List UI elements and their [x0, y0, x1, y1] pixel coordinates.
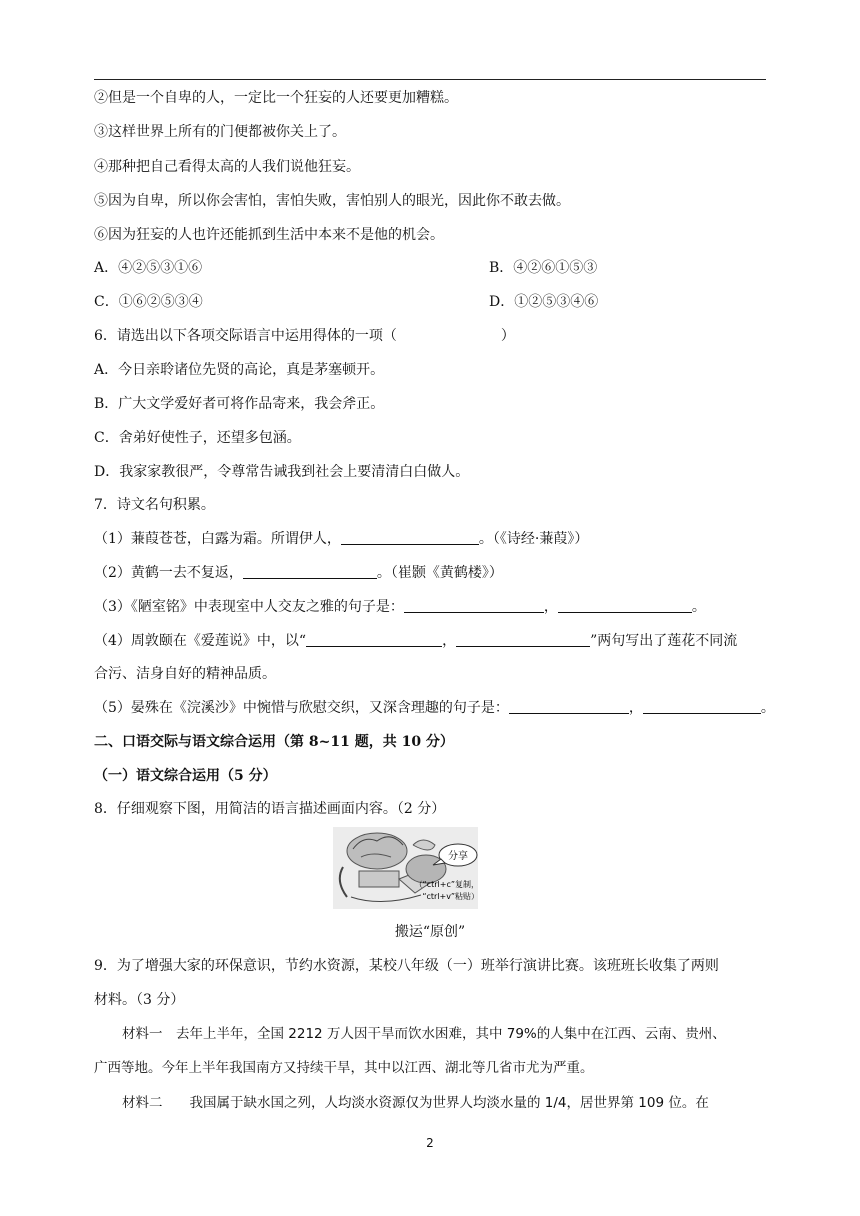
- q6-stem: 6．请选出以下各项交际语言中运用得体的一项（ ）: [94, 328, 515, 344]
- material-1-line-2: 广西等地。今年上半年我国南方又持续干旱，其中以江西、湖北等几省市尤为严重。: [94, 1060, 594, 1076]
- q7-stem: 7．诗文名句积累。: [94, 497, 215, 513]
- sentence-3: ③这样世界上所有的门便都被你关上了。: [94, 124, 346, 140]
- section-2-subtitle: （一）语文综合运用（5 分）: [94, 768, 277, 784]
- q7-3-blank-2[interactable]: [558, 598, 692, 613]
- q7-item-1: （1）蒹葭苍苍，白露为霜。所谓伊人， 。（《诗经·蒹葭》）: [94, 531, 589, 547]
- q7-3-blank-1[interactable]: [404, 598, 544, 613]
- q5-options-row-2: [94, 292, 766, 312]
- sentence-4: ④那种把自己看得太高的人我们说他狂妄。: [94, 159, 360, 175]
- q5-option-a[interactable]: A．④②⑤③①⑥: [94, 260, 203, 276]
- q7-5-blank-1[interactable]: [509, 699, 629, 714]
- q7-item-4-cont: 合污、洁身自好的精神品质。: [94, 666, 276, 682]
- q8-caption: 搬运“原创”: [394, 924, 466, 940]
- bubble-text: 分享: [448, 851, 468, 862]
- q7-item-3: （3）《陋室铭》中表现室中人交友之雅的句子是： ， 。: [94, 599, 706, 615]
- q6-option-d[interactable]: D．我家家教很严，令尊常告诫我到社会上要清清白白做人。: [94, 464, 470, 480]
- q7-1-blank[interactable]: [341, 530, 479, 545]
- q7-4-blank-1[interactable]: [306, 632, 442, 647]
- ctrl-v-label: “ctrl+v”粘贴）: [422, 892, 478, 901]
- q5-option-d[interactable]: D．①②⑤③④⑥: [489, 294, 599, 310]
- q5-option-c[interactable]: C．①⑥②⑤③④: [94, 294, 203, 310]
- q7-5-blank-2[interactable]: [643, 699, 761, 714]
- q5-option-b[interactable]: B．④②⑥①⑤③: [489, 260, 598, 276]
- q9-stem-2: 材料。（3 分）: [94, 992, 185, 1008]
- page-number: 2: [426, 1136, 434, 1150]
- q9-stem-1: 9．为了增强大家的环保意识，节约水资源，某校八年级（一）班举行演讲比赛。该班班长收集了两则: [94, 958, 719, 974]
- q6-option-c[interactable]: C．舍弟好使性子，还望多包涵。: [94, 430, 301, 446]
- cartoon-image: [333, 827, 478, 909]
- q7-item-5: （5）晏殊在《浣溪沙》中惋惜与欣慰交织，又深含理趣的句子是： ， 。: [94, 700, 775, 716]
- section-2-title: 二、口语交际与语文综合运用（第 8~11 题，共 10 分）: [94, 734, 454, 750]
- sentence-6: ⑥因为狂妄的人也许还能抓到生活中本来不是他的机会。: [94, 227, 444, 243]
- sentence-5: ⑤因为自卑，所以你会害怕，害怕失败，害怕别人的眼光，因此你不敢去做。: [94, 193, 570, 209]
- q7-2-blank[interactable]: [243, 564, 377, 579]
- q7-item-4: （4）周敦颐在《爱莲说》中，以“ ， ”两句写出了莲花不同流: [94, 633, 738, 649]
- q8-cartoon: [333, 827, 478, 909]
- material-1-line-1: 材料一 去年上半年，全国 2212 万人因干旱而饮水困难，其中 79%的人集中在江西、云南、贵州、: [122, 1026, 726, 1042]
- q6-option-a[interactable]: A．今日亲聆诸位先贤的高论，真是茅塞顿开。: [94, 362, 385, 378]
- q7-item-2: （2）黄鹤一去不复返， 。（崔颢《黄鹤楼》）: [94, 565, 503, 581]
- header-rule: [94, 79, 766, 80]
- sentence-2: ②但是一个自卑的人，一定比一个狂妄的人还要更加糟糕。: [94, 90, 458, 106]
- q5-options-row-1: [94, 258, 766, 278]
- q6-option-b[interactable]: B．广大文学爱好者可将作品寄来，我会斧正。: [94, 396, 385, 412]
- q7-4-blank-2[interactable]: [456, 632, 590, 647]
- ctrl-c-label: （“ctrl+c”复制，: [414, 880, 478, 889]
- q8-stem: 8．仔细观察下图，用简洁的语言描述画面内容。（2 分）: [94, 801, 446, 817]
- material-2-line-1: 材料二 我国属于缺水国之列，人均淡水资源仅为世界人均淡水量的 1/4，居世界第 109 位。在: [122, 1095, 709, 1111]
